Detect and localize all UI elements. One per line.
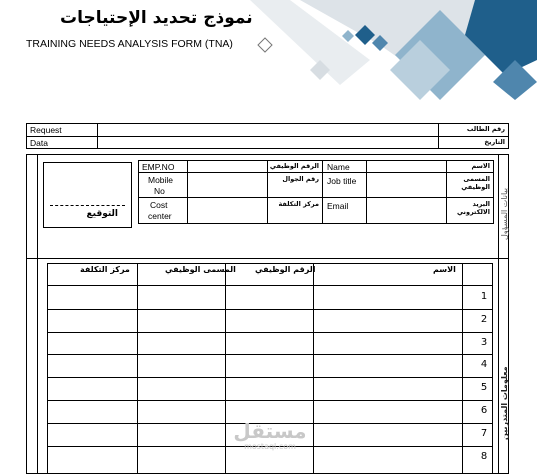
cost-center-input[interactable] (188, 198, 266, 223)
watermark-text-en: mostaql.com (244, 442, 296, 451)
date-input[interactable] (98, 137, 437, 148)
cost-label-1: Cost (150, 200, 168, 210)
row-number-2: 2 (480, 314, 488, 325)
email-label: Email (327, 201, 349, 211)
date-label: Data (30, 138, 48, 148)
row-number-4: 4 (480, 359, 488, 370)
section-label-trainees: معلومات المتدربين (500, 366, 509, 440)
header-decoration (250, 0, 537, 100)
date-label-ar: التاريخ (484, 138, 505, 146)
email-label-ar: البريد الالكتروني (456, 200, 490, 216)
col-emp-no: الرقم الوظيفي (255, 265, 316, 274)
row-number-6: 6 (480, 405, 488, 416)
mobile-label-ar: رقم الجوال (282, 175, 319, 183)
row-number-3: 3 (480, 337, 488, 348)
job-title-input[interactable] (367, 173, 445, 196)
emp-no-label: EMP.NO (142, 162, 175, 172)
signature-label: التوقيع (86, 209, 118, 219)
emp-no-label-ar: الرقم الوظيفي (269, 162, 319, 170)
row-number-8: 8 (480, 451, 488, 462)
col-job-title: المسمى الوظيفي (165, 265, 236, 274)
col-cost-center: مركز التكلفة (80, 265, 130, 274)
request-input[interactable] (98, 124, 437, 135)
request-label-ar: رقم الطالب (466, 125, 505, 133)
email-input[interactable] (367, 198, 445, 223)
watermark-logo (225, 420, 315, 451)
section-label-manager: بيانات المسؤول (500, 187, 509, 240)
mobile-label-2: No (154, 186, 165, 196)
form-title-arabic: نموذج تحديد الإحتياجات (60, 8, 253, 28)
cost-label-2: center (148, 211, 172, 221)
watermark-text-ar: مستقل (233, 419, 307, 443)
row-number-5: 5 (480, 382, 488, 393)
job-title-label-ar: المسمى الوظيفي (461, 175, 490, 191)
name-label: Name (327, 162, 350, 172)
request-label: Request (30, 125, 62, 135)
name-input[interactable] (367, 161, 445, 171)
col-name: الاسم (433, 265, 456, 274)
emp-no-input[interactable] (188, 161, 266, 171)
job-title-label: Job title (327, 176, 357, 186)
mobile-label-1: Mobile (148, 175, 174, 185)
name-label-ar: الاسم (471, 162, 490, 170)
form-title-english: TRAINING NEEDS ANALYSIS FORM (TNA) (26, 38, 233, 50)
row-number-7: 7 (480, 428, 488, 439)
cost-label-ar: مركز التكلفة (278, 200, 319, 208)
mobile-input[interactable] (188, 173, 266, 196)
row-number-1: 1 (480, 291, 488, 302)
